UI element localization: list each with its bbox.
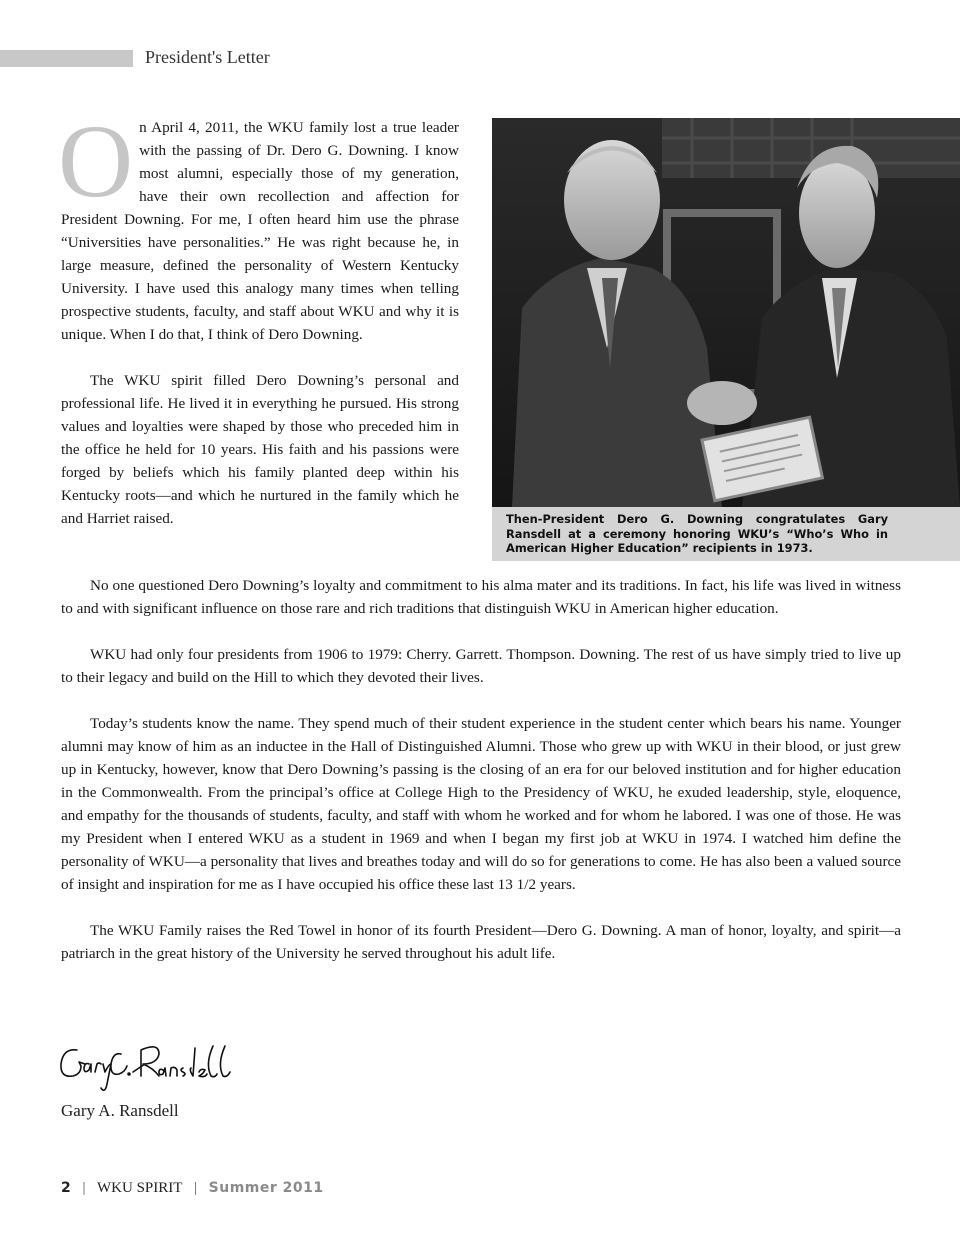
historical-photo	[492, 118, 960, 507]
article-paragraph-5: Today’s students know the name. They spend much of their student experience in the student center which bears his name. Younger alumni may know of him as an inductee in the Hall of Distinguished Alumni. Those who grew up with WKU in their blood, or just grew up in Kentucky, however, know that Dero Downing’s passing is the closing of an era for our beloved institution and for higher education in the Commonwealth. From the principal’s office at College High to the Presidency of WKU, he exuded leadership, style, eloquence, and empathy for the thousands of students, faculty, and staff with whom he worked and for whom he labored. I was one of those. He was my President when I entered WKU as a student in 1969 and when I began my first job at WKU in 1974. I watched him define the personality of WKU—a personality that lives and breathes today and will do so for generations to come. He has also been a valued source of insight and inspiration for me as I have occupied his office these last 13 1/2 years.	[61, 715, 901, 893]
handwritten-signature	[55, 1024, 235, 1104]
photo-handshake-illustration	[492, 118, 960, 507]
header-rule	[0, 50, 133, 67]
section-title: President's Letter	[145, 47, 270, 67]
drop-cap: O	[58, 104, 134, 219]
page-number: 2	[61, 1180, 71, 1196]
publication-name: WKU SPIRIT	[97, 1180, 183, 1196]
page-footer	[61, 1180, 324, 1197]
article-paragraph-6: The WKU Family raises the Red Towel in honor of its fourth President—Dero G. Downing. A man of honor, loyalty, and spirit—a patriarch in the great history of the University he served throughout his adult life.	[61, 922, 901, 962]
article-paragraph-2: The WKU spirit filled Dero Downing’s personal and professional life. He lived it in everything he pursued. His strong values and loyalties were shaped by those who preceded him in the office he held for 10 years. His faith and his passions were forged by beliefs which his family planted deep within his Kentucky roots—and which he nurtured in the family which he and Harriet raised.	[61, 372, 459, 527]
article-intro-column	[58, 104, 459, 530]
footer-separator: |	[82, 1180, 86, 1196]
photo-caption: Then-President Dero G. Downing congratulates Gary Ransdell at a ceremony honoring WKU’s “Who’s Who in American Higher Education” recipients in 1973.	[506, 512, 888, 555]
photo-caption-box	[492, 507, 960, 561]
paragraph-1-text: n April 4, 2011, the WKU family lost a true leader with the passing of Dr. Dero G. Downing. I know most alumni, especially those of my generation, have their own recollection and affection for President Downing. For me, I often heard him use the phrase “Universities have personalities.” He was right because he, in large measure, defined the personality of Western Kentucky University. I have used this analogy many times when telling prospective students, faculty, and staff about WKU and why it is unique. When I do that, I think of Dero Downing.	[61, 119, 459, 343]
article-paragraph-3: No one questioned Dero Downing’s loyalty and commitment to his alma mater and its traditions. In fact, his life was lived in witness to and with significant influence on those rare and rich traditions that distinguish WKU in American higher education.	[61, 577, 901, 617]
issue-label: Summer 2011	[208, 1180, 324, 1196]
footer-separator: |	[193, 1180, 197, 1196]
article-paragraph-1	[58, 104, 459, 346]
article-main-column	[61, 574, 901, 988]
article-paragraph-4: WKU had only four presidents from 1906 to 1979: Cherry. Garrett. Thompson. Downing. The rest of us have simply tried to live up to their legacy and build on the Hill to which they devoted their lives.	[61, 646, 901, 686]
signer-name: Gary A. Ransdell	[61, 1101, 179, 1120]
